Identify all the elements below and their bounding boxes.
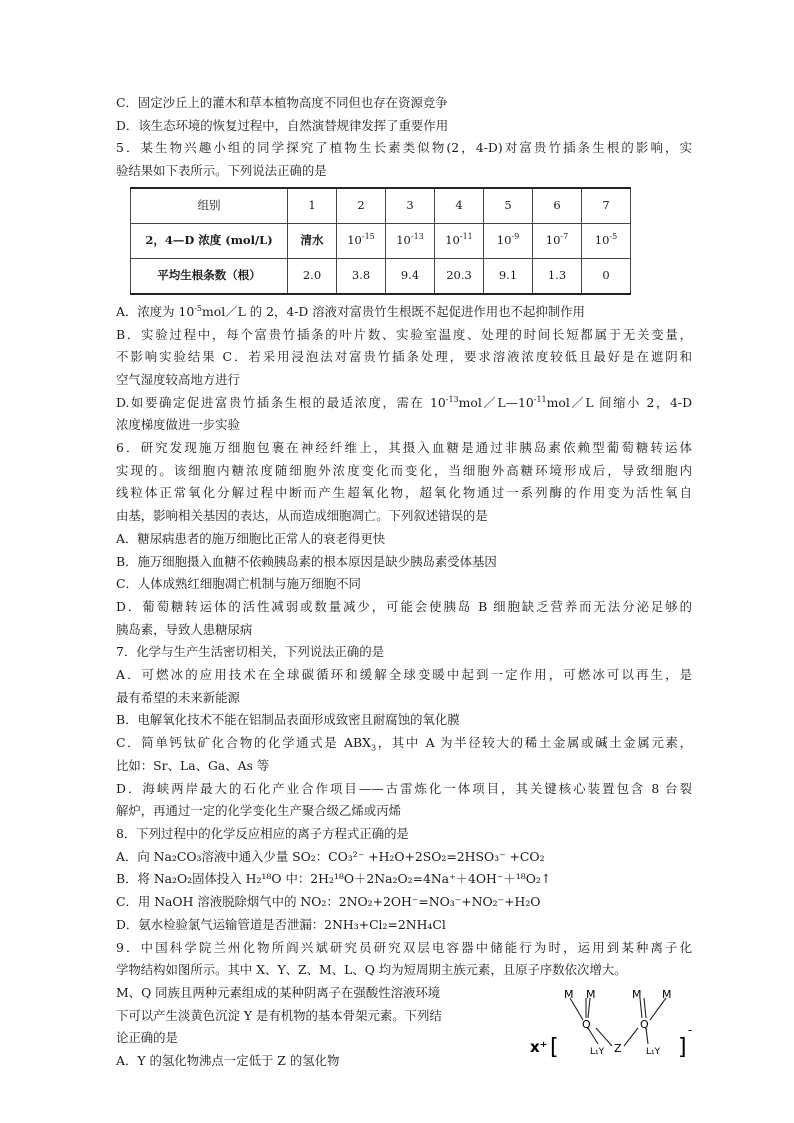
table-cell: 5 [484,188,533,224]
table-cell: 3.8 [337,258,386,294]
table-row-concentration [131,223,631,258]
table-cell: 平均生根条数（根） [131,258,288,294]
atom-q: Q [582,1017,591,1031]
q5-option-d-line2: 浓度梯度做进一步实验 [116,417,240,433]
q7-option-c-line1: C．简单钙钛矿化合物的化学通式是 $ABX_3$，其中 A 为半径较大的稀土金属或碱土金属元素， [116,735,692,753]
q5-option-a: A．浓度为 $10^{-5}mol/L$ 的 2，4-D 溶液对富贵竹生根既不起促进作用也不起抑制作用 [116,303,585,319]
table-cell: 0 [582,258,631,294]
q9-stem-line5: 论正确的是 [116,1030,178,1046]
atom-q: Q [640,1017,649,1031]
q9-stem-line4: 下可以产生淡黄色沉淀 Y 是有机物的基本骨架元素。下列结 [116,1007,442,1023]
q8-stem: 8．下列过程中的化学反应相应的离子方程式正确的是 [116,825,409,841]
table-cell: 9.1 [484,258,533,294]
q9-stem-line3: M、Q 同族且两种元素组成的某种阴离子在强酸性溶液环境 [116,984,441,1000]
atom-ly: L₁Y [646,1046,661,1057]
table-cell: 组别 [131,188,288,224]
q6-option-c: C．人体成熟红细胞凋亡机制与施万细胞不同 [116,576,361,592]
q5-stem-line1: 5．某生物兴趣小组的同学探究了植物生长素类似物(2，4-D)对富贵竹插条生根的影响，实 [116,140,692,156]
cation-label: x⁺ [530,1037,548,1056]
atom-m: M [586,987,596,1001]
table-cell: $10^{-9}$ [484,223,533,258]
q7-stem: 7．化学与生产生活密切相关，下列说法正确的是 [116,644,385,660]
charge-label: - [688,1022,693,1037]
q6-option-d-line1: D．葡萄糖转运体的活性减弱或数量减少，可能会使胰岛 B 细胞缺乏营养而无法分泌足够的 [116,598,692,614]
table-cell: $10^{-11}$ [435,223,484,258]
table-cell: 2，4—D 浓度 (mol/L) [131,223,288,258]
q6-option-b: B．施万细胞摄入血糖不依赖胰岛素的根本原因是缺少胰岛素受体基因 [116,553,497,569]
q6-option-d-line2: 胰岛素，导致人患糖尿病 [116,621,253,637]
q7-option-b: B．电解氧化技术不能在铝制品表面形成致密且耐腐蚀的氧化膜 [116,712,460,728]
q5-stem-line2: 验结果如下表所示。下列说法正确的是 [116,163,327,179]
q9-option-a: A．Y 的氢化物沸点一定低于 Z 的氢化物 [116,1053,340,1069]
table-cell: $10^{-13}$ [386,223,435,258]
table-cell: 20.3 [435,258,484,294]
q8-option-c: C．用 NaOH 溶液脱除烟气中的 NO₂：2NO₂+2OH⁻=NO₃⁻+NO₂⁻+H₂O [116,894,541,910]
atom-ly: L₁Y [590,1046,605,1057]
q6-stem-line2: 实现的。该细胞内糖浓度随细胞外浓度变化而变化，当细胞外高糖环境形成后，导致细胞内 [116,462,692,478]
q5-option-d-line1: D.如要确定促进富贵竹插条生根的最适浓度，需在 $10^{-13}mol/L—10^{-11}mol/L$ 间缩小 2，4-D [116,394,692,410]
exam-content [116,92,692,1073]
bracket-open: [ [550,1034,559,1060]
table-cell: 6 [533,188,582,224]
table-cell: 2.0 [288,258,337,294]
ion-structure-diagram [528,986,696,1064]
option-c-prev: C．固定沙丘上的灌木和草本植物高度不同但也存在资源竞争 [116,95,448,110]
q9-stem-line1: 9．中国科学院兰州化物所阎兴斌研究员研究双层电容器中储能行为时，运用到某种离子化 [116,939,692,955]
table-cell: 清水 [288,223,337,258]
q7-option-a-line2: 最有希望的未来新能源 [116,689,240,705]
q5-option-b-line1: B．实验过程中，每个富贵竹插条的叶片数、实验室温度、处理的时间长短都属于无关变量， [116,326,692,342]
q5-option-b-line3: 空气湿度较高地方进行 [116,371,240,387]
q9-stem-line2: 学物结构如图所示。其中 X、Y、Z、M、L、Q 均为短周期主族元素，且原子序数依次增大。 [116,962,627,978]
table-row-roots [131,258,631,294]
q7-option-d-line2: 解炉，再通过一定的化学变化生产聚合级乙烯或丙烯 [116,803,401,819]
q6-option-a: A．糖尿病患者的施万细胞比正常人的衰老得更快 [116,530,386,546]
atom-m: M [564,987,574,1001]
q6-stem-line4: 由基，影响相关基因的表达，从而造成细胞凋亡。下列叙述错误的是 [116,508,488,524]
atom-z: Z [614,1041,622,1055]
q5-option-b-line2: 不影响实验结果 C．若采用浸泡法对富贵竹插条处理，要求溶液浓度较低且最好是在遮阴和 [116,349,692,365]
table-row-group [131,188,631,224]
table-cell: $10^{-7}$ [533,223,582,258]
q8-option-b: B．将 Na₂O₂固体投入 H₂¹⁸O 中：2H₂¹⁸O＋2Na₂O₂=4Na⁺＋4OH⁻＋¹⁸O₂↑ [116,871,552,887]
table-cell: 9.4 [386,258,435,294]
option-d-prev: D．该生态环境的恢复过程中，自然演替规律发挥了重要作用 [116,117,449,133]
table-cell: 4 [435,188,484,224]
q6-stem-line1: 6．研究发现施万细胞包裹在神经纤维上，其摄入血糖是通过非胰岛素依赖型葡萄糖转运体 [116,440,692,456]
bracket-close: ] [678,1034,687,1060]
table-cell: 2 [337,188,386,224]
q7-option-c-line2: 比如：Sr、La、Ga、As 等 [116,757,270,773]
atom-m: M [662,987,672,1001]
table-cell: $10^{-15}$ [337,223,386,258]
table-cell: 7 [582,188,631,224]
q5-results-table [130,187,631,295]
q9-figure-block [116,982,692,1073]
table-cell: 3 [386,188,435,224]
table-cell: $10^{-5}$ [582,223,631,258]
q7-option-d-line1: D．海峡两岸最大的石化产业合作项目——古雷炼化一体项目，其关键核心装置包含 8 台裂 [116,780,692,796]
q6-stem-line3: 线粒体正常氧化分解过程中断而产生超氧化物，超氧化物通过一系列酶的作用变为活性氧自 [116,485,692,501]
atom-m: M [632,987,642,1001]
table-cell: 1 [288,188,337,224]
q8-option-a: A．向 Na₂CO₃溶液中通入少量 SO₂：CO₃²⁻ +H₂O+2SO₂=2HSO₃⁻ +CO₂ [116,848,545,864]
table-cell: 1.3 [533,258,582,294]
q8-option-d: D．氨水检验氯气运输管道是否泄漏：2NH₃+Cl₂=2NH₄Cl [116,916,446,932]
q7-option-a-line1: A．可燃冰的应用技术在全球碳循环和缓解全球变暖中起到一定作用，可燃冰可以再生，是 [116,667,692,683]
